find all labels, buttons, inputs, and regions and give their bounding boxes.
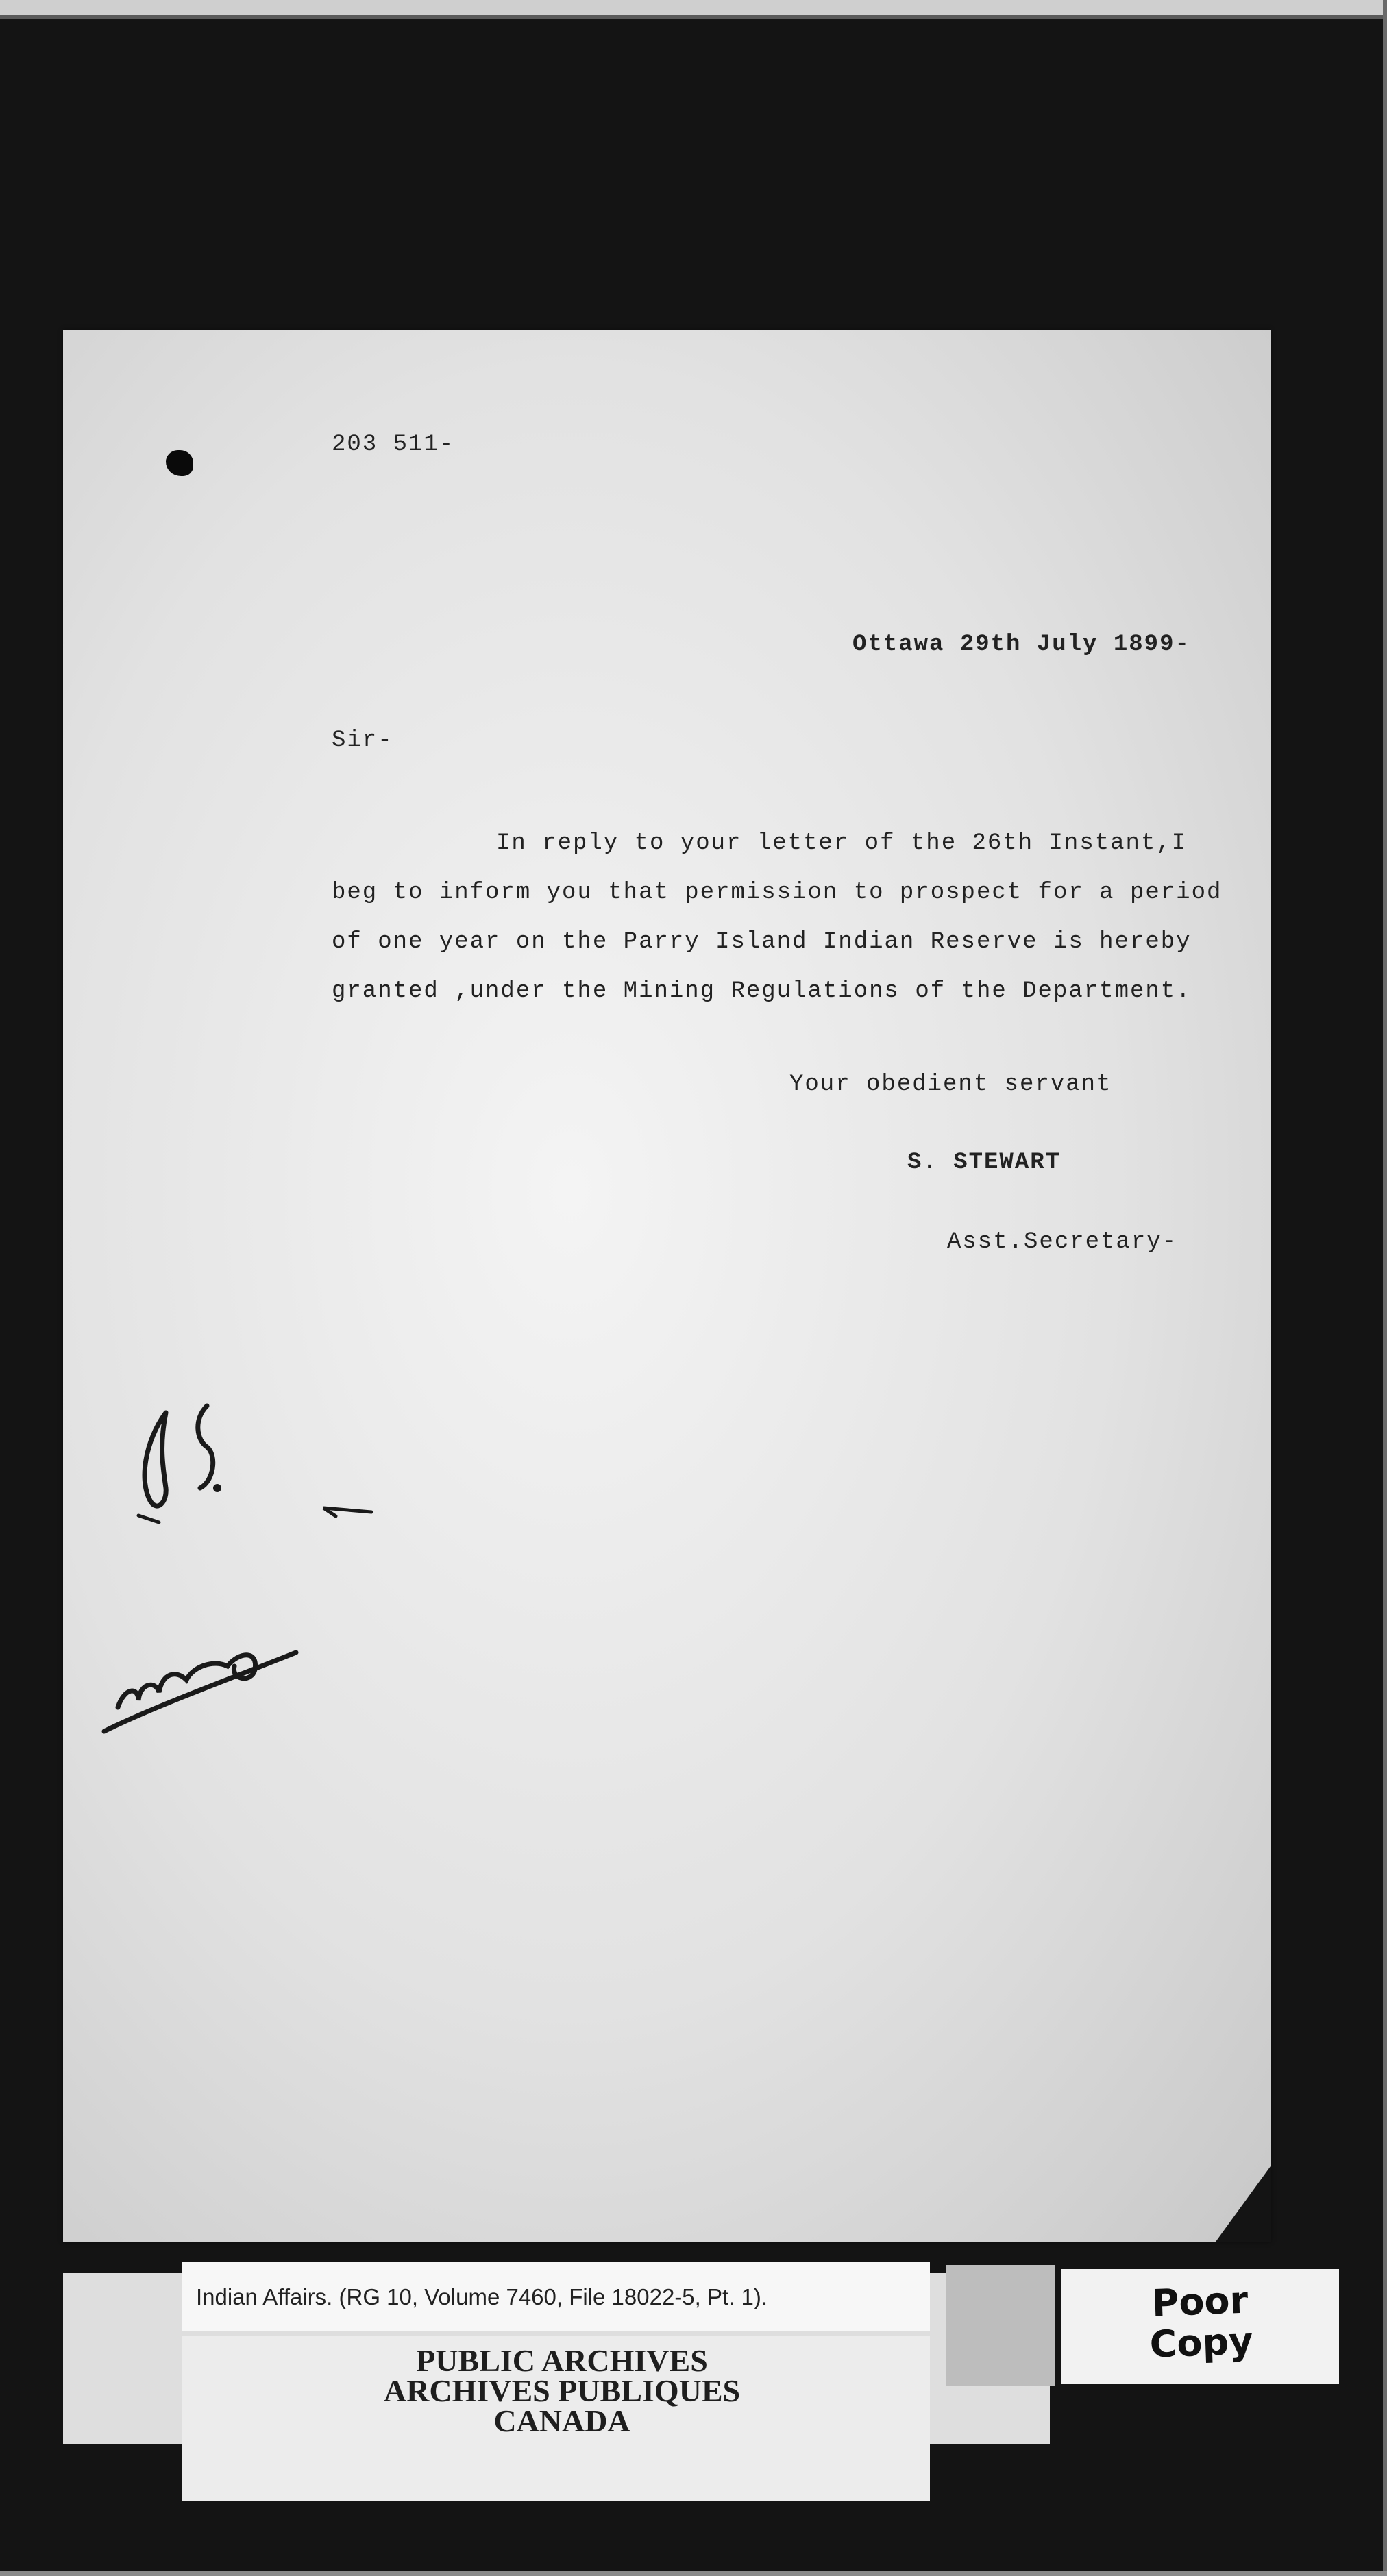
letter-date: Ottawa 29th July 1899-	[852, 632, 1190, 658]
body-line: granted ,under the Mining Regulations of the Department.	[332, 978, 1192, 1004]
source-citation: Indian Affairs. (RG 10, Volume 7460, File 18022-5, Pt. 1).	[196, 2284, 768, 2309]
folded-corner	[1216, 2166, 1271, 2242]
scanner-bottom-edge	[0, 2571, 1387, 2576]
label-tab	[946, 2265, 1055, 2386]
body-line: of one year on the Parry Island Indian Reserve is hereby	[332, 929, 1192, 955]
poor-copy-line: Poor	[1151, 2278, 1249, 2325]
stamp-line: ARCHIVES PUBLIQUES	[383, 2373, 741, 2408]
scanner-top-edge	[0, 15, 1387, 19]
signer-title: Asst.Secretary-	[947, 1229, 1178, 1255]
punch-hole-mark	[166, 450, 193, 476]
scanner-top-band	[0, 0, 1387, 15]
body-line: beg to inform you that permission to prospect for a period	[332, 880, 1223, 906]
letter-page	[63, 330, 1271, 2242]
closing-line: Your obedient servant	[789, 1072, 1112, 1098]
poor-copy-note	[1124, 2279, 1277, 2366]
poor-copy-line: Copy	[1149, 2319, 1254, 2366]
handwritten-initials-js	[118, 1399, 241, 1536]
file-reference: 203 511-	[332, 432, 455, 458]
stamp-line: CANADA	[493, 2403, 630, 2438]
handwritten-pointer-mark	[317, 1498, 378, 1526]
handwritten-initials-wao	[90, 1605, 310, 1742]
signature-name: S. STEWART	[907, 1150, 1061, 1176]
body-line: In reply to your letter of the 26th Instant,I	[496, 830, 1188, 856]
stamp-line: PUBLIC ARCHIVES	[416, 2343, 708, 2378]
salutation: Sir-	[332, 728, 393, 754]
scanner-right-edge	[1383, 0, 1387, 2576]
archive-stamp	[370, 2343, 754, 2438]
